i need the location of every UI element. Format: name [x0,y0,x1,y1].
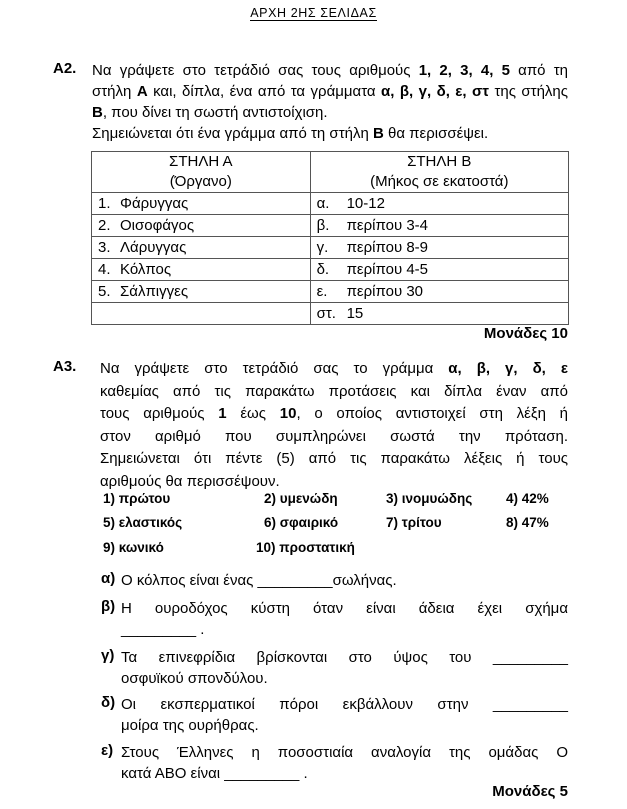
matching-table [91,151,569,325]
sentence-delta: Οι εκσπερματικοί πόροι εκβάλλουν στην _________ μοίρα της ουρήθρας. [121,696,568,734]
sentence-label: β) [101,598,116,615]
page-header-text: ΑΡΧΗ 2ΗΣ ΣΕΛΙΔΑΣ [250,6,377,20]
sentence-label: γ) [101,647,115,664]
question-a2-text [92,60,568,144]
length-cell: ε. περίπου 30 [310,281,568,303]
question-a3-text [100,358,568,493]
organ-cell [92,303,311,325]
word-option: 9) κωνικό [103,540,164,555]
word-option: 10) προστατική [256,540,355,555]
organ-cell: 3. Λάρυγγας [92,237,311,259]
word-option: 2) υμενώδη [264,491,338,506]
organ-cell: 2. Οισοφάγος [92,215,311,237]
organ-cell: 4. Κόλπος [92,259,311,281]
table-row [92,193,569,215]
a2-points: Μονάδες 10 [483,325,568,342]
length-cell: α. 10-12 [310,193,568,215]
sentence-gamma: Τα επινεφρίδια βρίσκονται στο ύψος του _________ οσφυϊκού σπονδύλου. [121,649,568,687]
a3-line-1: Να γράψετε στο τετράδιό σας το γράμμα α, β, γ, δ, ε [100,360,568,377]
column-b-header: ΣΤΗΛΗ Β (Μήκος σε εκατοστά) [310,152,568,193]
sentence-label: α) [101,570,116,587]
word-option: 7) τρίτου [386,515,442,530]
sentence-label: ε) [101,742,114,759]
length-cell: γ. περίπου 8-9 [310,237,568,259]
table-row [92,303,569,325]
word-option: 6) σφαιρικό [264,515,339,530]
table-row [92,215,569,237]
a3-line-5: Σημειώνεται ότι πέντε (5) από τις παρακάτω λέξεις ή τους [100,450,568,467]
a3-points: Μονάδες 5 [492,783,568,800]
table-row [92,237,569,259]
sentence-beta: Η ουροδόχος κύστη όταν είναι άδεια έχει σχήμα _________ . [121,600,568,638]
a2-line-3: Β, που δίνει τη σωστή αντιστοίχιση. [92,104,328,121]
a2-line-2: στήλη Α και, δίπλα, ένα από τα γράμματα α, β, γ, δ, ε, στ της στήλης [92,83,568,100]
length-cell: στ. 15 [310,303,568,325]
sentence-alpha: Ο κόλπος είναι ένας _________σωλήνας. [121,572,397,589]
a2-line-4: Σημειώνεται ότι ένα γράμμα από τη στήλη Β θα περισσέψει. [92,125,489,142]
word-option: 8) 47% [506,515,549,530]
a3-line-2: καθεμίας από τις παρακάτω προτάσεις και δίπλα έναν από [100,382,568,400]
sentence-label: δ) [101,694,116,711]
word-option: 5) ελαστικός [103,515,183,530]
organ-cell: 1. Φάρυγγας [92,193,311,215]
word-option: 3) ινομυώδης [386,491,473,506]
length-cell: δ. περίπου 4-5 [310,259,568,281]
word-option: 1) πρώτου [103,491,171,506]
table-header-row [92,152,569,193]
table-row [92,259,569,281]
a3-line-3: τους αριθμούς 1 έως 10, ο οποίος αντιστοιχεί στη λέξη ή [100,405,569,422]
question-a2-number: Α2. [53,60,77,77]
question-a3-number: Α3. [53,358,77,375]
column-a-header: ΣΤΗΛΗ Α (Όργανο) [92,152,311,193]
a2-line-1: Να γράψετε στο τετράδιό σας τους αριθμούς 1, 2, 3, 4, 5 από τη [92,62,568,79]
a3-line-6: αριθμούς θα περισσέψουν. [100,472,280,490]
sentence-epsilon: Στους Έλληνες η ποσοστιαία αναλογία της ομάδας Ο κατά ΑΒΟ είναι _________ . [121,744,568,782]
length-cell: β. περίπου 3-4 [310,215,568,237]
table-row [92,281,569,303]
page-header [0,6,627,20]
a3-line-4: στον αριθμό που συμπληρώνει σωστά την πρόταση. [100,427,568,445]
organ-cell: 5. Σάλπιγγες [92,281,311,303]
word-option: 4) 42% [506,491,549,506]
